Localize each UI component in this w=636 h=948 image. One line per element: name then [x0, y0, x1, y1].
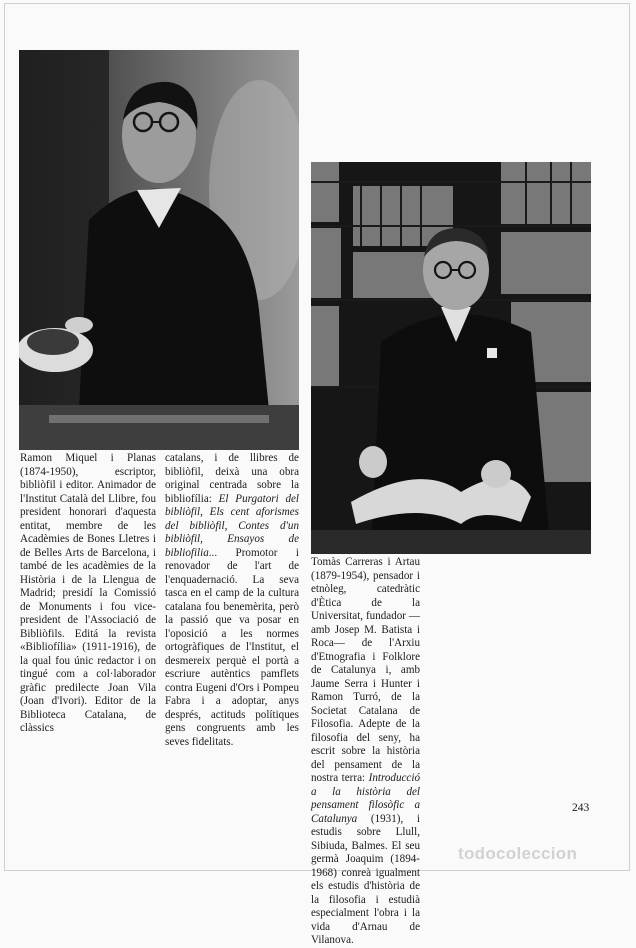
- caption-text: (1931), i estudis sobre Llull, Sibiuda, Balmes. El seu germà Joaquim (1894-1968) conreà igualment els estudis d'història de la filosofia i estudià especialment l'obra i la vida d'Arnau de Vilanova.: [311, 812, 420, 946]
- caption-continuation: [165, 452, 299, 749]
- caption-column-2: [165, 452, 299, 749]
- caption-text: catalans, i de llibres de bibliòfil, deixà una obra original centrada sobre la bibliofília:: [165, 452, 299, 505]
- portrait-image-2: [311, 162, 591, 554]
- caption-book-title: Introducció a la història del pensament filosòfic a Catalunya: [311, 772, 420, 825]
- caption-column-3: [311, 556, 420, 948]
- caption-miquel-i-planas: Ramon Miquel i Planas (1874-1950), escriptor, bibliòfil i editor. Animador de l'Institut Català del Llibre, fou president honorari d'aquesta entitat, membre de les Acadèmies de Bones Lletres i de Belles Arts de Barcelona, i també de les acadèmies de la Història i de la Llengua de Madrid; presidí la Comissió de Monuments i fou vice-president de l'Associació de Bibliòfils. Editá la revista «Bibliofília» (1911-1916), de la qual fou únic redactor i on tingué com a col·laborador gràfic predilecte Joan Vila (Joan d'Ivori). Editor de la Biblioteca Catalana, de clàssics: [20, 452, 156, 734]
- caption-text: Tomàs Carreras i Artau (1879-1954), pensador i etnòleg, catedràtic d'Ètica de la Universitat, fundador —amb Josep M. Batista i Roca— de l'Arxiu d'Etnografia i Folklore de Catalunya i, amb Jaume Serra i Hunter i Ramon Turró, de la Societat Catalana de Filosofia. Adepte de la filosofia del seny, ha escrit sobre la història del pensament de la nostra terra:: [311, 556, 420, 784]
- caption-book-titles: El Purgatori del bibliòfil, Els cent aforismes del bibliòfil, Contes d'un bibliòfil, Ensayos de bibliofilia: [165, 492, 300, 559]
- portrait-photo-miquel-i-planas: [19, 50, 299, 450]
- caption-text: ... Promotor i renovador de l'art de l'enquadernació. La seva tasca en el camp de la cultura catalana fou benemèrita, però la passió que va posar en l'oposició a les normes ortogràfiques de l'Institut, el desmereix perquè el portà a escriure autèntics pamflets contra Eugeni d'Ors i Pompeu Fabra i a adoptar, anys després, actituds polítiques gens congruents amb les seves fidelitats.: [165, 546, 299, 748]
- caption-column-1: [20, 452, 156, 736]
- watermark: todocoleccion: [458, 844, 578, 863]
- page-number: 243: [572, 802, 590, 814]
- portrait-photo-carreras-i-artau: [311, 162, 591, 554]
- portrait-image-1: [19, 50, 299, 450]
- caption-carreras-i-artau: [311, 556, 420, 948]
